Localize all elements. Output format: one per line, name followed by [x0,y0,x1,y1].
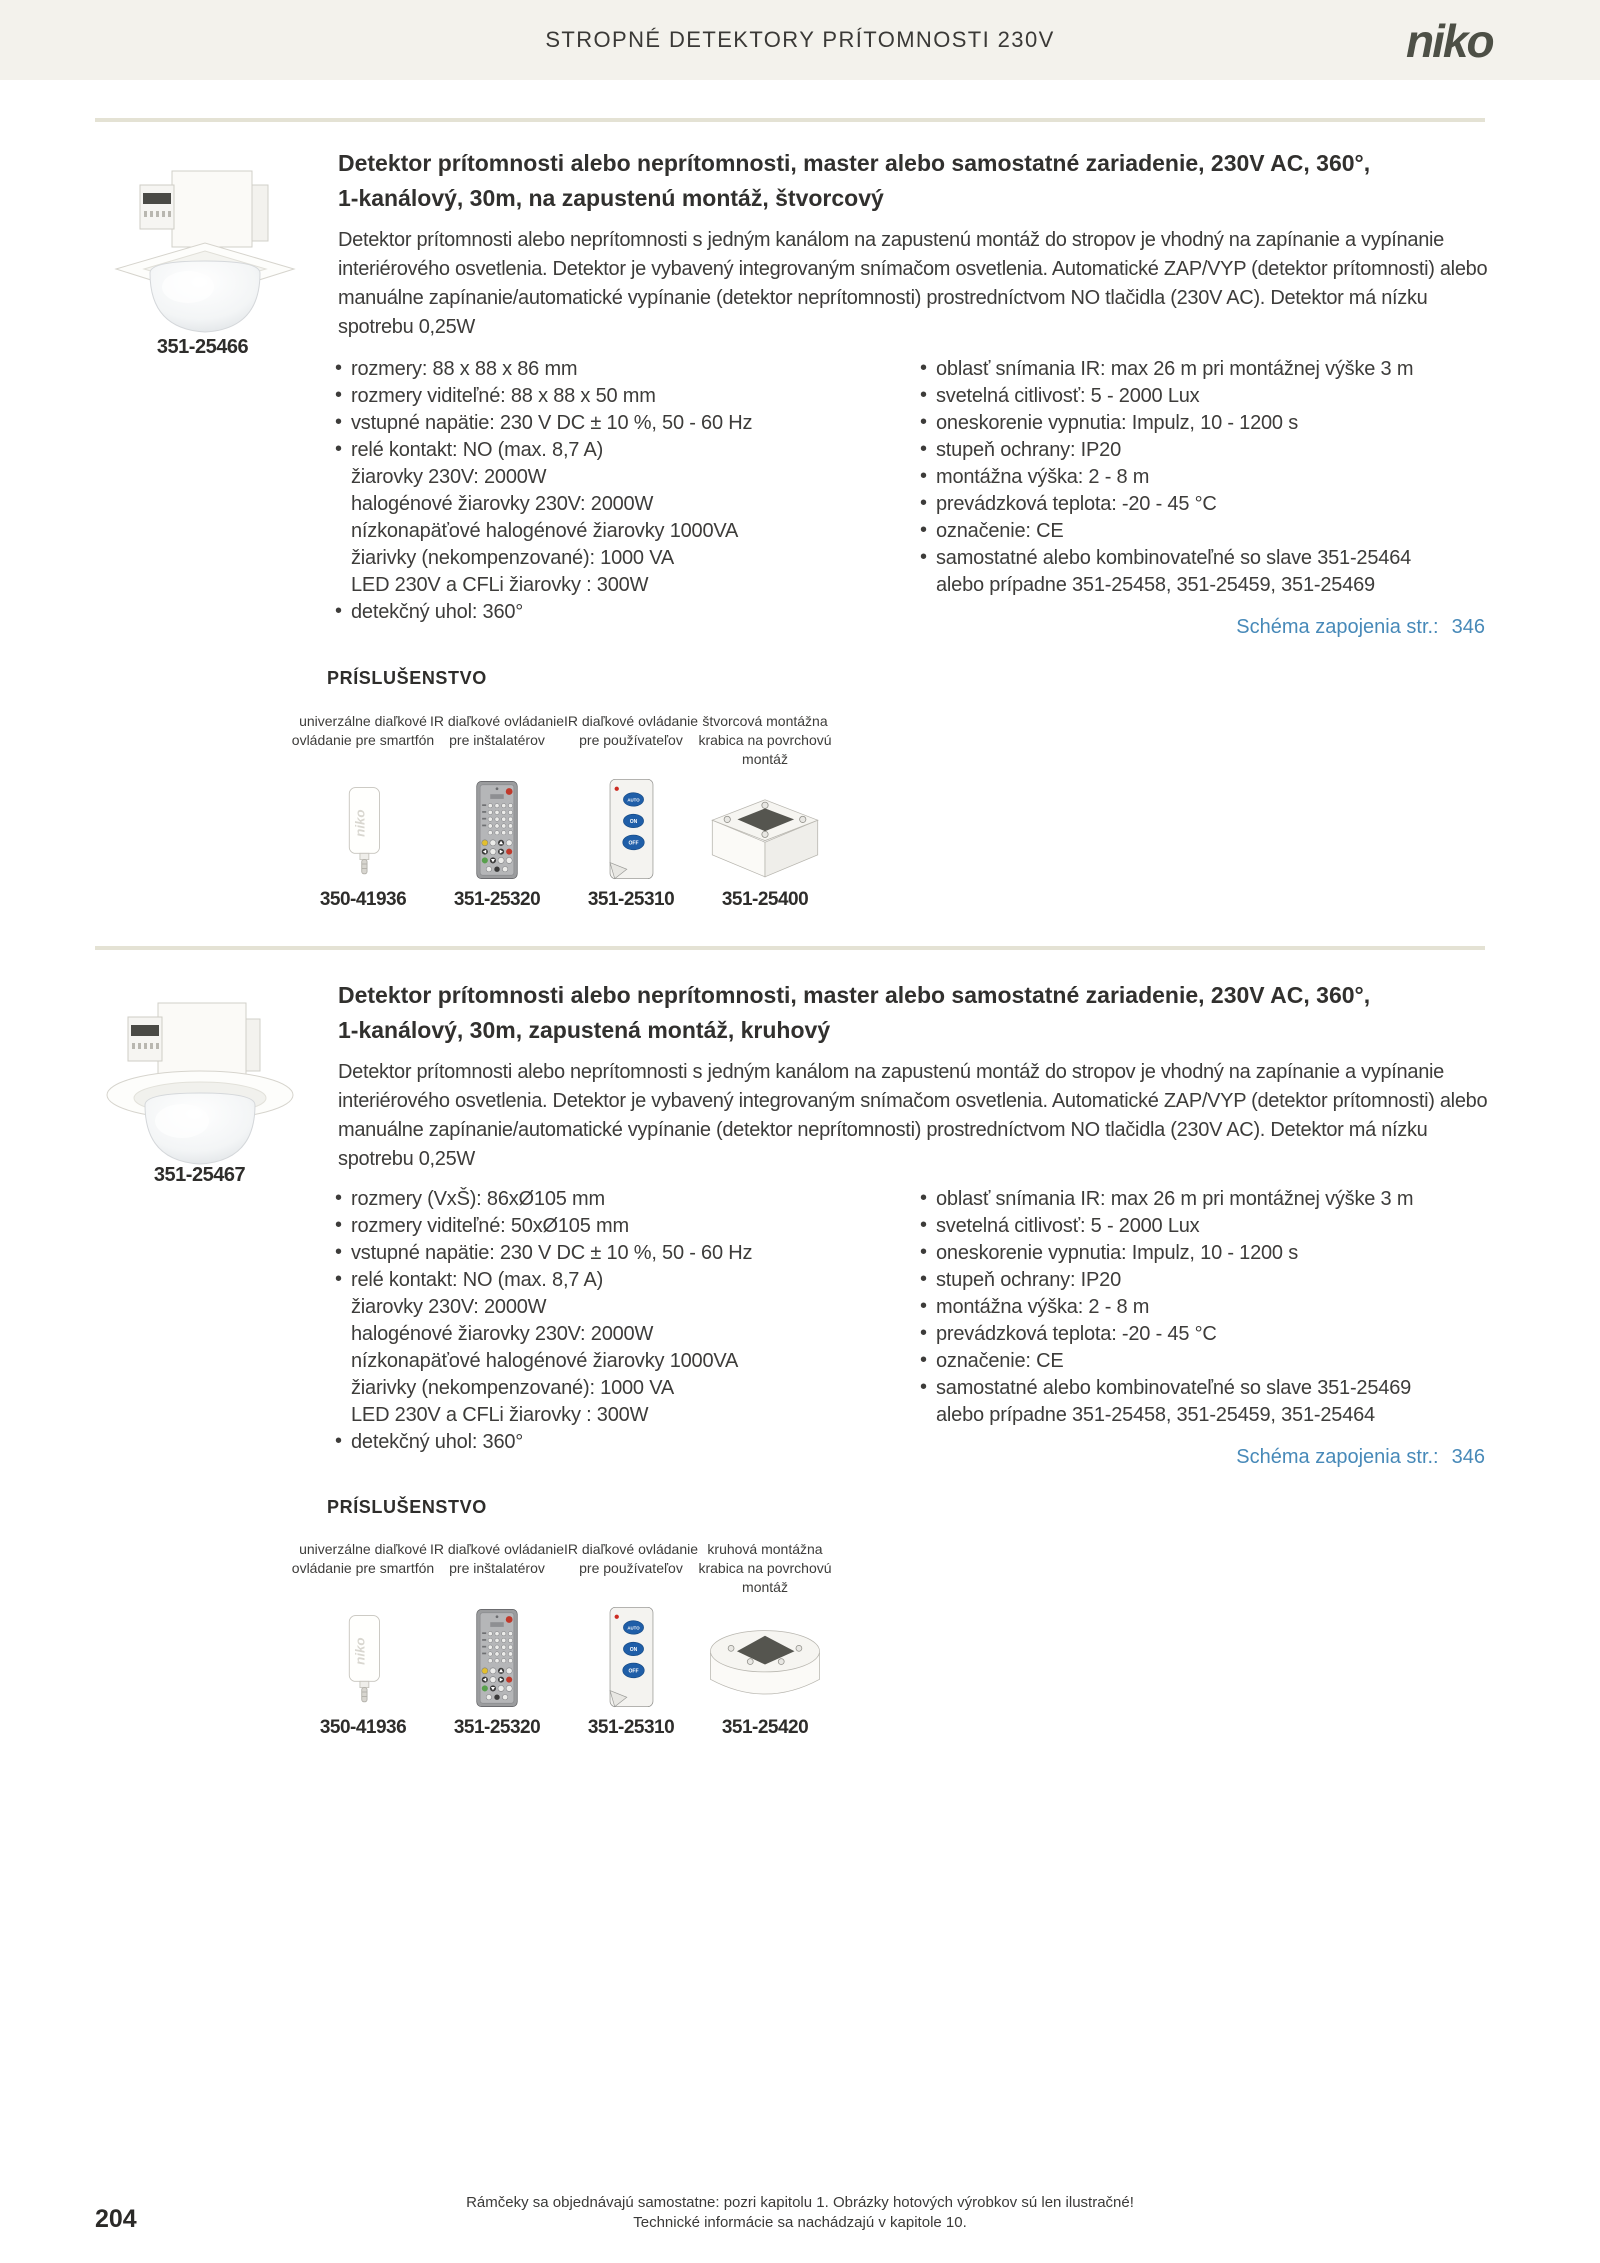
accessory [430,712,564,911]
spec-item: • montážna výška: 2 - 8 m [920,1294,1490,1321]
spec-item: • relé kontakt: NO (max. 8,7 A) [335,1267,900,1294]
accessory [564,712,698,911]
accessory-code: 351-25420 [721,1717,809,1738]
specs-left [335,1186,900,1456]
spec-item: • oneskorenie vypnutia: Impulz, 10 - 1200 s [920,410,1490,437]
accessory-code: 351-25320 [453,1717,541,1738]
product-title-line2: 1-kanálový, 30m, zapustená montáž, kruhový [338,1017,831,1043]
product-title [338,978,1493,1048]
product-code: 351-25467 [153,1164,246,1186]
niko-logo: niko [1406,15,1493,67]
specs-right [920,356,1490,599]
spec-item: • vstupné napätie: 230 V DC ± 10 %, 50 - 60 Hz [335,1240,900,1267]
accessory-description: univerzálne diaľkové ovládanie pre smartfón [291,713,435,748]
schema-link-label: Schéma zapojenia str.: [1236,1446,1439,1468]
spec-subitem: LED 230V a CFLi žiarovky : 300W [351,1404,649,1426]
accessory-code: 350-41936 [319,1717,407,1738]
spec-subitem: alebo prípadne 351-25458, 351-25459, 351-25464 [936,1404,1375,1426]
spec-item: • stupeň ochrany: IP20 [920,437,1490,464]
spec-item: • detekčný uhol: 360° [335,599,900,626]
remote-button-auto-label: AUTO [626,1625,640,1631]
spec-subitem: žiarivky (nekompenzované): 1000 VA [351,1377,674,1399]
square-surface-mount-box-icon [698,774,832,880]
accessory-description: IR diaľkové ovládanie pre používateľov [563,713,699,748]
accessories-heading: PRÍSLUŠENSTVO [327,668,487,688]
spec-subitem: žiarovky 230V: 2000W [351,466,547,488]
accessory-description: IR diaľkové ovládanie pre inštalatérov [429,1541,565,1576]
footer-note-1: Rámčeky sa objednávajú samostatne: pozri kapitolu 1. Obrázky hotových výrobkov sú len ilustračné! [466,2194,1134,2211]
accessory-description: IR diaľkové ovládanie pre používateľov [563,1541,699,1576]
spec-subitem: nízkonapäťové halogénové žiarovky 1000VA [351,520,739,542]
spec-item: • vstupné napätie: 230 V DC ± 10 %, 50 - 60 Hz [335,410,900,437]
accessory [291,1540,435,1739]
remote-button-auto-label: AUTO [626,797,640,803]
spec-item: • relé kontakt: NO (max. 8,7 A) [335,437,900,464]
spec-item: • prevádzková teplota: -20 - 45 °C [920,491,1490,518]
product-photo [110,163,300,340]
specs-left [335,356,900,626]
product-photo [100,995,300,1172]
spec-item: • samostatné alebo kombinovateľné so slave 351-25464 [920,545,1490,572]
section-divider [95,946,1485,950]
schema-link[interactable] [900,616,1485,639]
page-header [0,0,1600,80]
spec-item: • stupeň ochrany: IP20 [920,1267,1490,1294]
product-description: Detektor prítomnosti alebo neprítomnosti s jedným kanálom na zapustenú montáž do stropov je vhodný na zapínanie a vypínanie interiérového osvetlenia. Detektor je vybavený integrovaným snímačom osvetlenia. Automatické ZAP/VYP (detektor prítomnosti) alebo manuálne zapínanie/automatické vypínanie (detektor neprítomnosti) prostredníctvom NO tlačidla (230V AC). Detektor má nízku spotrebu 0,25W [338,1061,1488,1170]
accessory-code: 351-25400 [721,889,809,910]
spec-item: • oblasť snímania IR: max 26 m pri montážnej výške 3 m [920,1186,1490,1213]
schema-link-page: 346 [1451,1446,1485,1468]
spec-item: • prevádzková teplota: -20 - 45 °C [920,1321,1490,1348]
spec-item: • oneskorenie vypnutia: Impulz, 10 - 1200 s [920,1240,1490,1267]
accessory [291,712,435,911]
footer-note-2: Technické informácie sa nachádzajú v kapitole 10. [633,2214,967,2231]
product-title-line1: Detektor prítomnosti alebo neprítomnosti, master alebo samostatné zariadenie, 230V AC, 360°, [338,150,1371,176]
dongle-brand-label: niko [351,809,367,837]
page-number: 204 [95,2205,137,2233]
specs-right [920,1186,1490,1429]
dongle-brand-label: niko [351,1637,367,1665]
schema-link[interactable] [900,1446,1485,1469]
remote-button-off-label: OFF [627,1668,639,1675]
accessory-code: 350-41936 [319,889,407,910]
section-divider [95,118,1485,122]
spec-item: • rozmery (VxŠ): 86xØ105 mm [335,1186,900,1213]
smartphone-remote-dongle-icon [296,774,430,880]
accessories-grid [291,1540,832,1739]
remote-button-on-label: ON [629,1646,637,1653]
spec-item: • označenie: CE [920,518,1490,545]
spec-item: • svetelná citlivosť: 5 - 2000 Lux [920,1213,1490,1240]
product-description: Detektor prítomnosti alebo neprítomnosti s jedným kanálom na zapustenú montáž do stropov je vhodný na zapínanie a vypínanie interiérového osvetlenia. Detektor je vybavený integrovaným snímačom osvetlenia. Automatické ZAP/VYP (detektor prítomnosti) alebo manuálne zapínanie/automatické vypínanie (detektor neprítomnosti) prostredníctvom NO tlačidla (230V AC). Detektor má nízku spotrebu 0,25W [338,229,1488,338]
accessory [430,1540,564,1739]
product-code: 351-25466 [156,336,249,358]
schema-link-page: 346 [1451,616,1485,638]
spec-item: • detekčný uhol: 360° [335,1429,900,1456]
accessories-grid [291,712,832,911]
spec-item: • oblasť snímania IR: max 26 m pri montážnej výške 3 m [920,356,1490,383]
product-title [338,146,1493,216]
spec-item: • samostatné alebo kombinovateľné so slave 351-25469 [920,1375,1490,1402]
remote-button-on-label: ON [629,818,637,825]
spec-item: • rozmery viditeľné: 50xØ105 mm [335,1213,900,1240]
section-title: STROPNÉ DETEKTORY PRÍTOMNOSTI 230V [545,27,1055,52]
user-ir-remote-icon [564,1602,698,1708]
spec-item: • montážna výška: 2 - 8 m [920,464,1490,491]
ceiling-detector-square-image [110,163,300,335]
schema-link-label: Schéma zapojenia str.: [1236,616,1439,638]
accessory-description: univerzálne diaľkové ovládanie pre smartfón [291,1541,435,1576]
spec-subitem: LED 230V a CFLi žiarovky : 300W [351,574,649,596]
spec-subitem: halogénové žiarovky 230V: 2000W [351,1323,654,1345]
accessory-description: kruhová montážna krabica na povrchovú montáž [698,1541,832,1595]
spec-subitem: žiarovky 230V: 2000W [351,1296,547,1318]
accessory-code: 351-25310 [587,889,675,910]
smartphone-remote-dongle-icon [296,1602,430,1708]
accessory-code: 351-25320 [453,889,541,910]
spec-subitem: halogénové žiarovky 230V: 2000W [351,493,654,515]
user-ir-remote-icon [564,774,698,880]
accessories-heading: PRÍSLUŠENSTVO [327,1497,487,1517]
accessory-description: IR diaľkové ovládanie pre inštalatérov [429,713,565,748]
ceiling-detector-round-image [100,995,300,1167]
remote-button-off-label: OFF [627,840,639,847]
spec-item: • rozmery viditeľné: 88 x 88 x 50 mm [335,383,900,410]
spec-subitem: žiarivky (nekompenzované): 1000 VA [351,547,674,569]
accessory [698,1540,832,1739]
installer-ir-remote-icon [430,774,564,880]
accessory [698,712,832,911]
spec-item: • svetelná citlivosť: 5 - 2000 Lux [920,383,1490,410]
spec-subitem: nízkonapäťové halogénové žiarovky 1000VA [351,1350,739,1372]
installer-ir-remote-icon [430,1602,564,1708]
accessory-code: 351-25310 [587,1717,675,1738]
round-surface-mount-box-icon [698,1602,832,1708]
spec-item: • rozmery: 88 x 88 x 86 mm [335,356,900,383]
spec-item: • označenie: CE [920,1348,1490,1375]
product-title-line2: 1-kanálový, 30m, na zapustenú montáž, štvorcový [338,185,884,211]
spec-subitem: alebo prípadne 351-25458, 351-25459, 351-25469 [936,574,1375,596]
product-title-line1: Detektor prítomnosti alebo neprítomnosti, master alebo samostatné zariadenie, 230V AC, 360°, [338,982,1371,1008]
accessory [564,1540,698,1739]
accessory-description: štvorcová montážna krabica na povrchovú montáž [698,713,832,767]
